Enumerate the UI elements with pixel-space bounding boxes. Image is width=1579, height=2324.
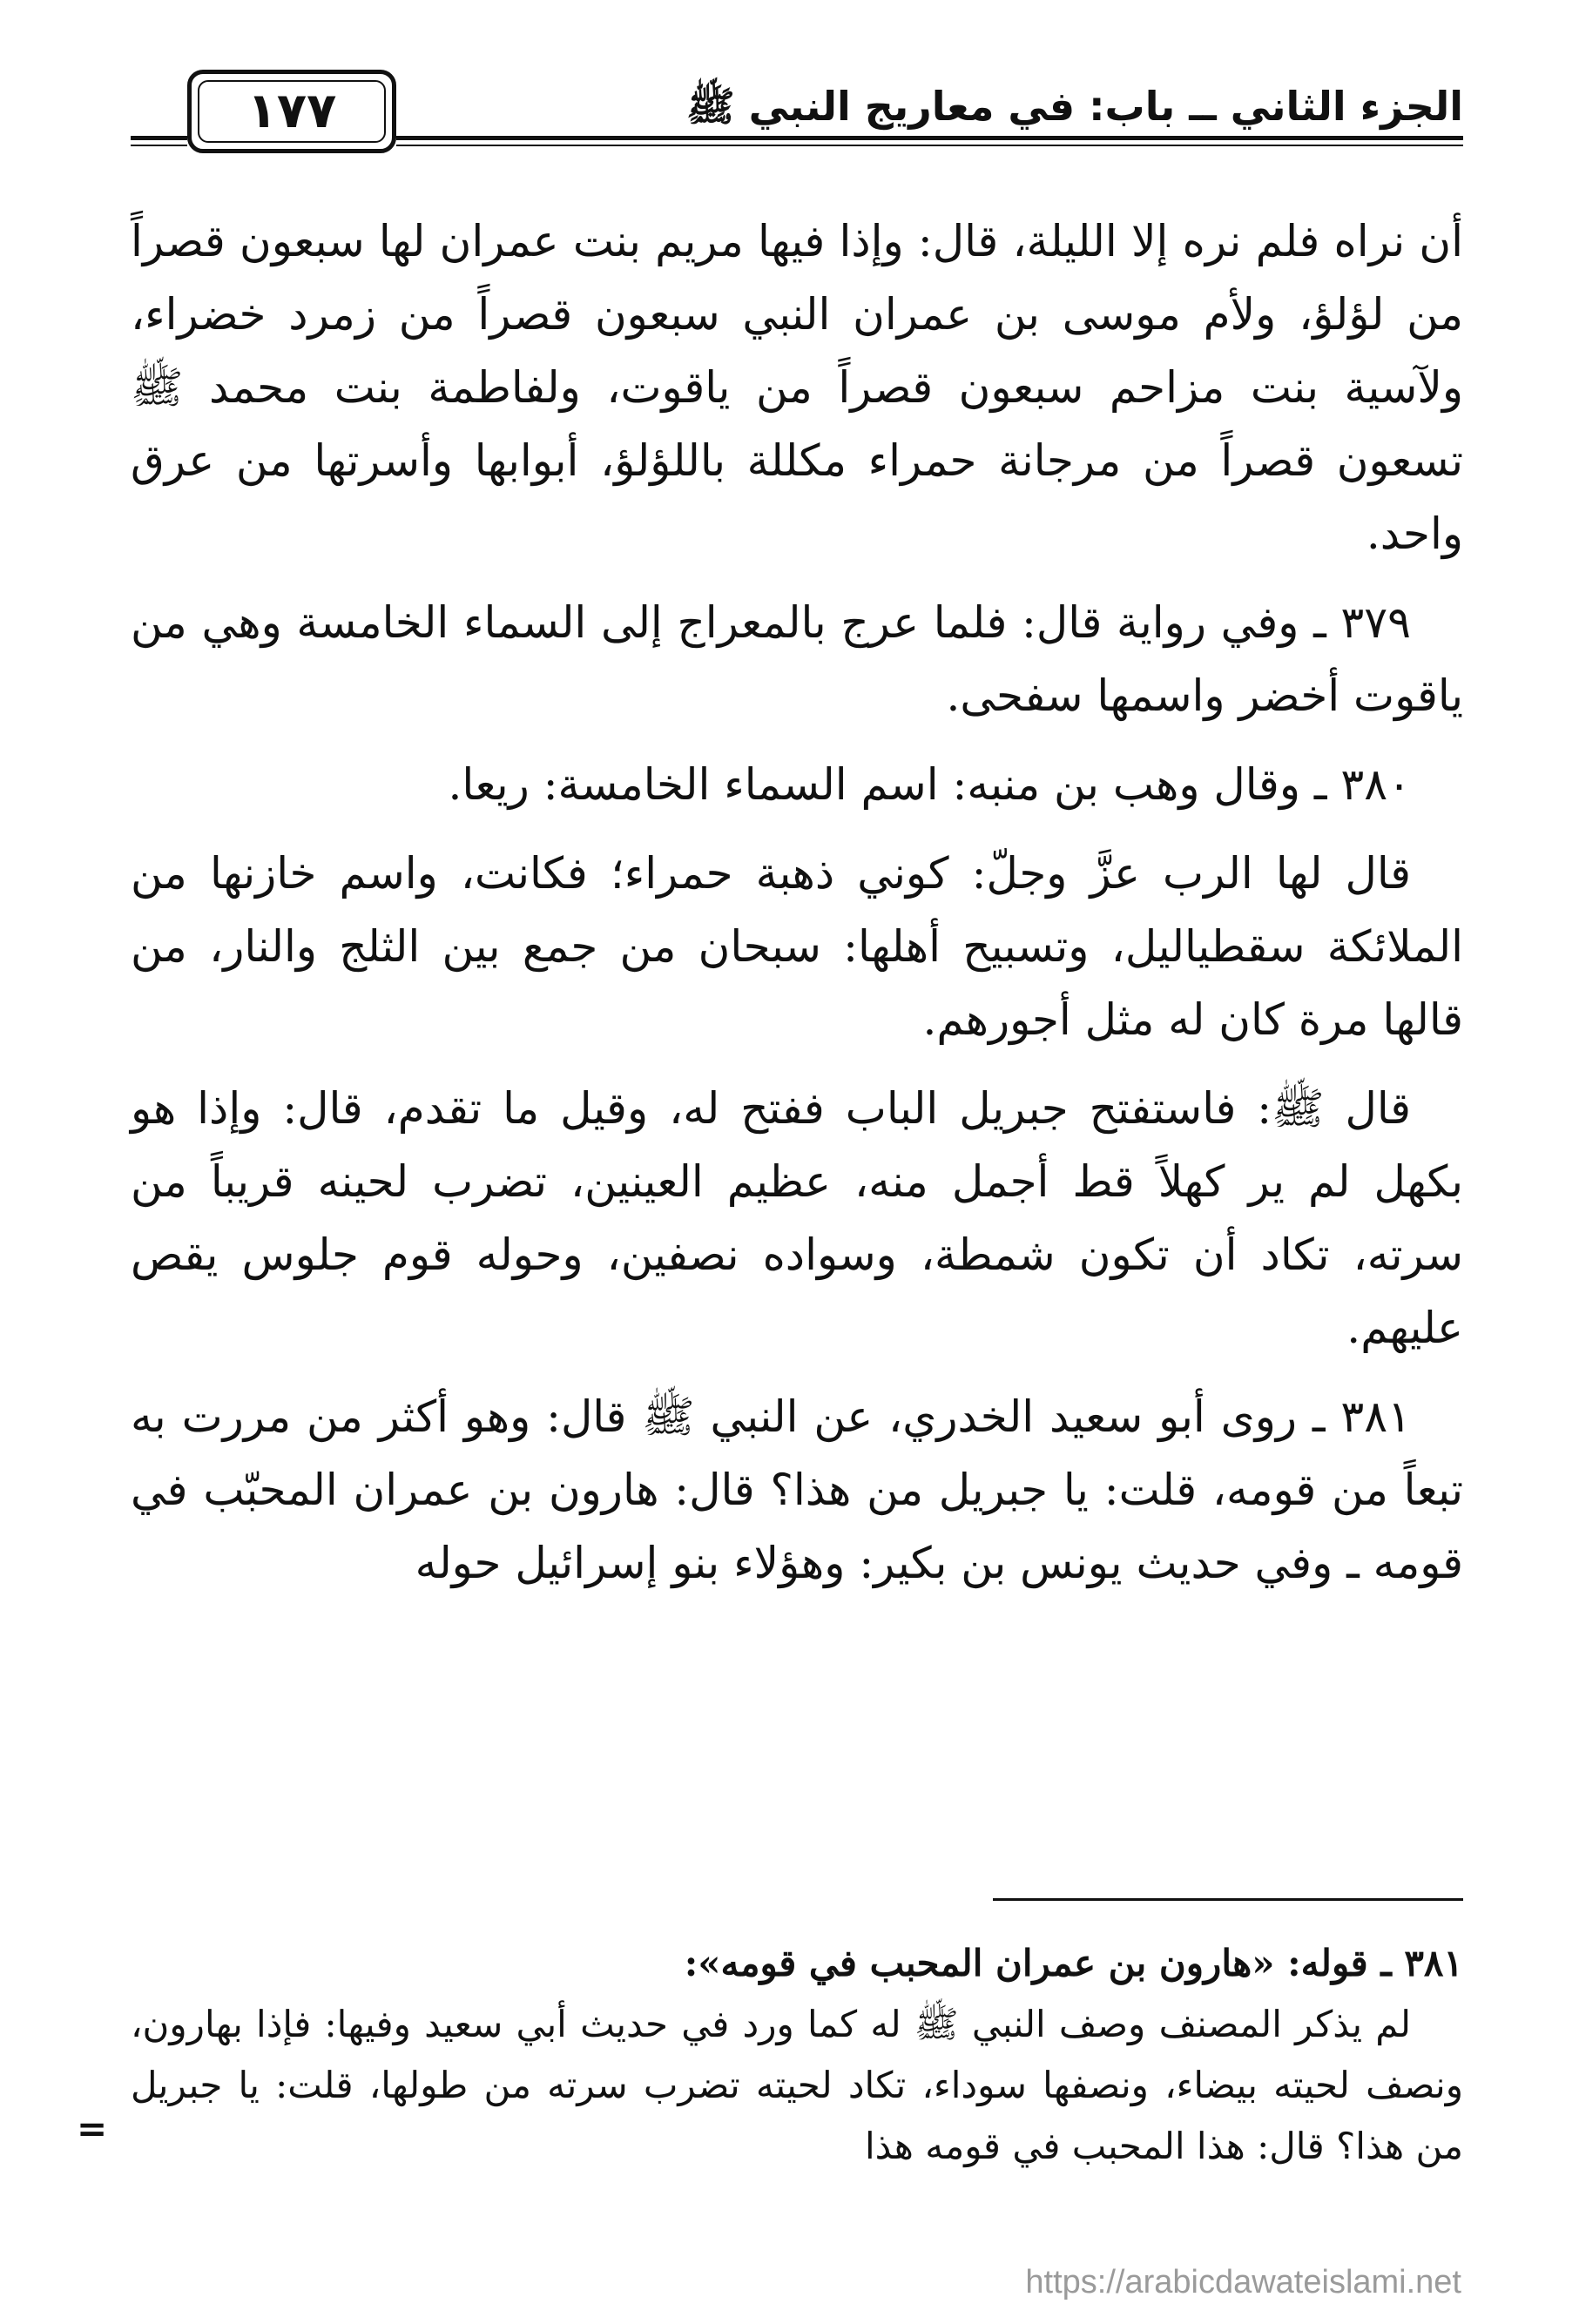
paragraph-jibril-opening: قال ﷺ: فاستفتح جبريل الباب ففتح له، وقيل ما تقدم، قال: وإذا هو بكهل لم ير كهلاً قط أجمل منه، عظيم العينين، تضرب لحينه قريباً من سرته، تكاد أن تكون شمطة، وسواده نصفين، وحوله قوم جلوس يقص عليهم. — [131, 1083, 1463, 1353]
footnote-heading: ٣٨١ ـ قوله: «هارون بن عمران المحبب في قومه»: — [684, 1942, 1463, 1984]
paragraph-381: ٣٨١ ـ روى أبو سعيد الخدري، عن النبي ﷺ قال: وهو أكثر من مررت به تبعاً من قومه، قلت: يا جبريل من هذا؟ قال: هارون بن عمران المحبّب في قومه ـ وفي حديث يونس بن بكير: وهؤلاء بنو إسرائيل حوله — [131, 1391, 1463, 1588]
paragraph-continuation: أن نراه فلم نره إلا الليلة، قال: وإذا فيها مريم بنت عمران لها سبعون قصراً من لؤلؤ، ولأم موسى بن عمران النبي سبعون قصراً من زمرد خضراء، ولآسية بنت مزاحم سبعون قصراً من ياقوت، ولفاطمة بنت محمد ﷺ تسعون قصراً من مرجانة حمراء مكللة باللؤلؤ، أبوابها وأسرتها من عرق واحد. — [131, 216, 1463, 559]
paragraph-380: ٣٨٠ ـ وقال وهب بن منبه: اسم السماء الخامسة: ريعا. — [448, 759, 1411, 810]
page-number: ١٧٧ — [246, 83, 337, 139]
page-header — [131, 70, 1463, 165]
footnote-separator — [993, 1898, 1463, 1901]
footnote-continuation-mark: = — [77, 2107, 108, 2150]
page-number-frame — [187, 70, 396, 153]
footnote-body: لم يذكر المصنف وصف النبي ﷺ له كما ورد في حديث أبي سعيد وفيها: فإذا بهارون، ونصف لحيته بيضاء، ونصفها سوداء، تكاد لحيته تضرب سرته من طولها، قلت: يا جبريل من هذا؟ قال: هذا المحبب في قومه هذا — [131, 2003, 1463, 2167]
running-header-title: الجزء الثاني ــ باب: في معاريج النبي ﷺ — [686, 83, 1463, 130]
header-rule-right-top — [396, 136, 1463, 140]
footnote — [131, 1933, 1463, 2177]
header-rule-left-top — [131, 136, 187, 140]
watermark-url: https://arabicdawateislami.net — [1025, 2264, 1461, 2300]
header-rule-right-bottom — [396, 145, 1463, 146]
header-rule-left-bottom — [131, 145, 187, 146]
paragraph-fifth-heaven: قال لها الرب عزَّ وجلّ: كوني ذهبة حمراء؛ فكانت، واسم خازنها من الملائكة سقطياليل، وتسبيح أهلها: سبحان من جمع بين الثلج والنار، من قالها مرة كان له مثل أجورهم. — [131, 848, 1463, 1045]
main-text — [131, 205, 1463, 1615]
paragraph-379: ٣٧٩ ـ وفي رواية قال: فلما عرج بالمعراج إلى السماء الخامسة وهي من ياقوت أخضر واسمها سفحى. — [131, 597, 1463, 721]
